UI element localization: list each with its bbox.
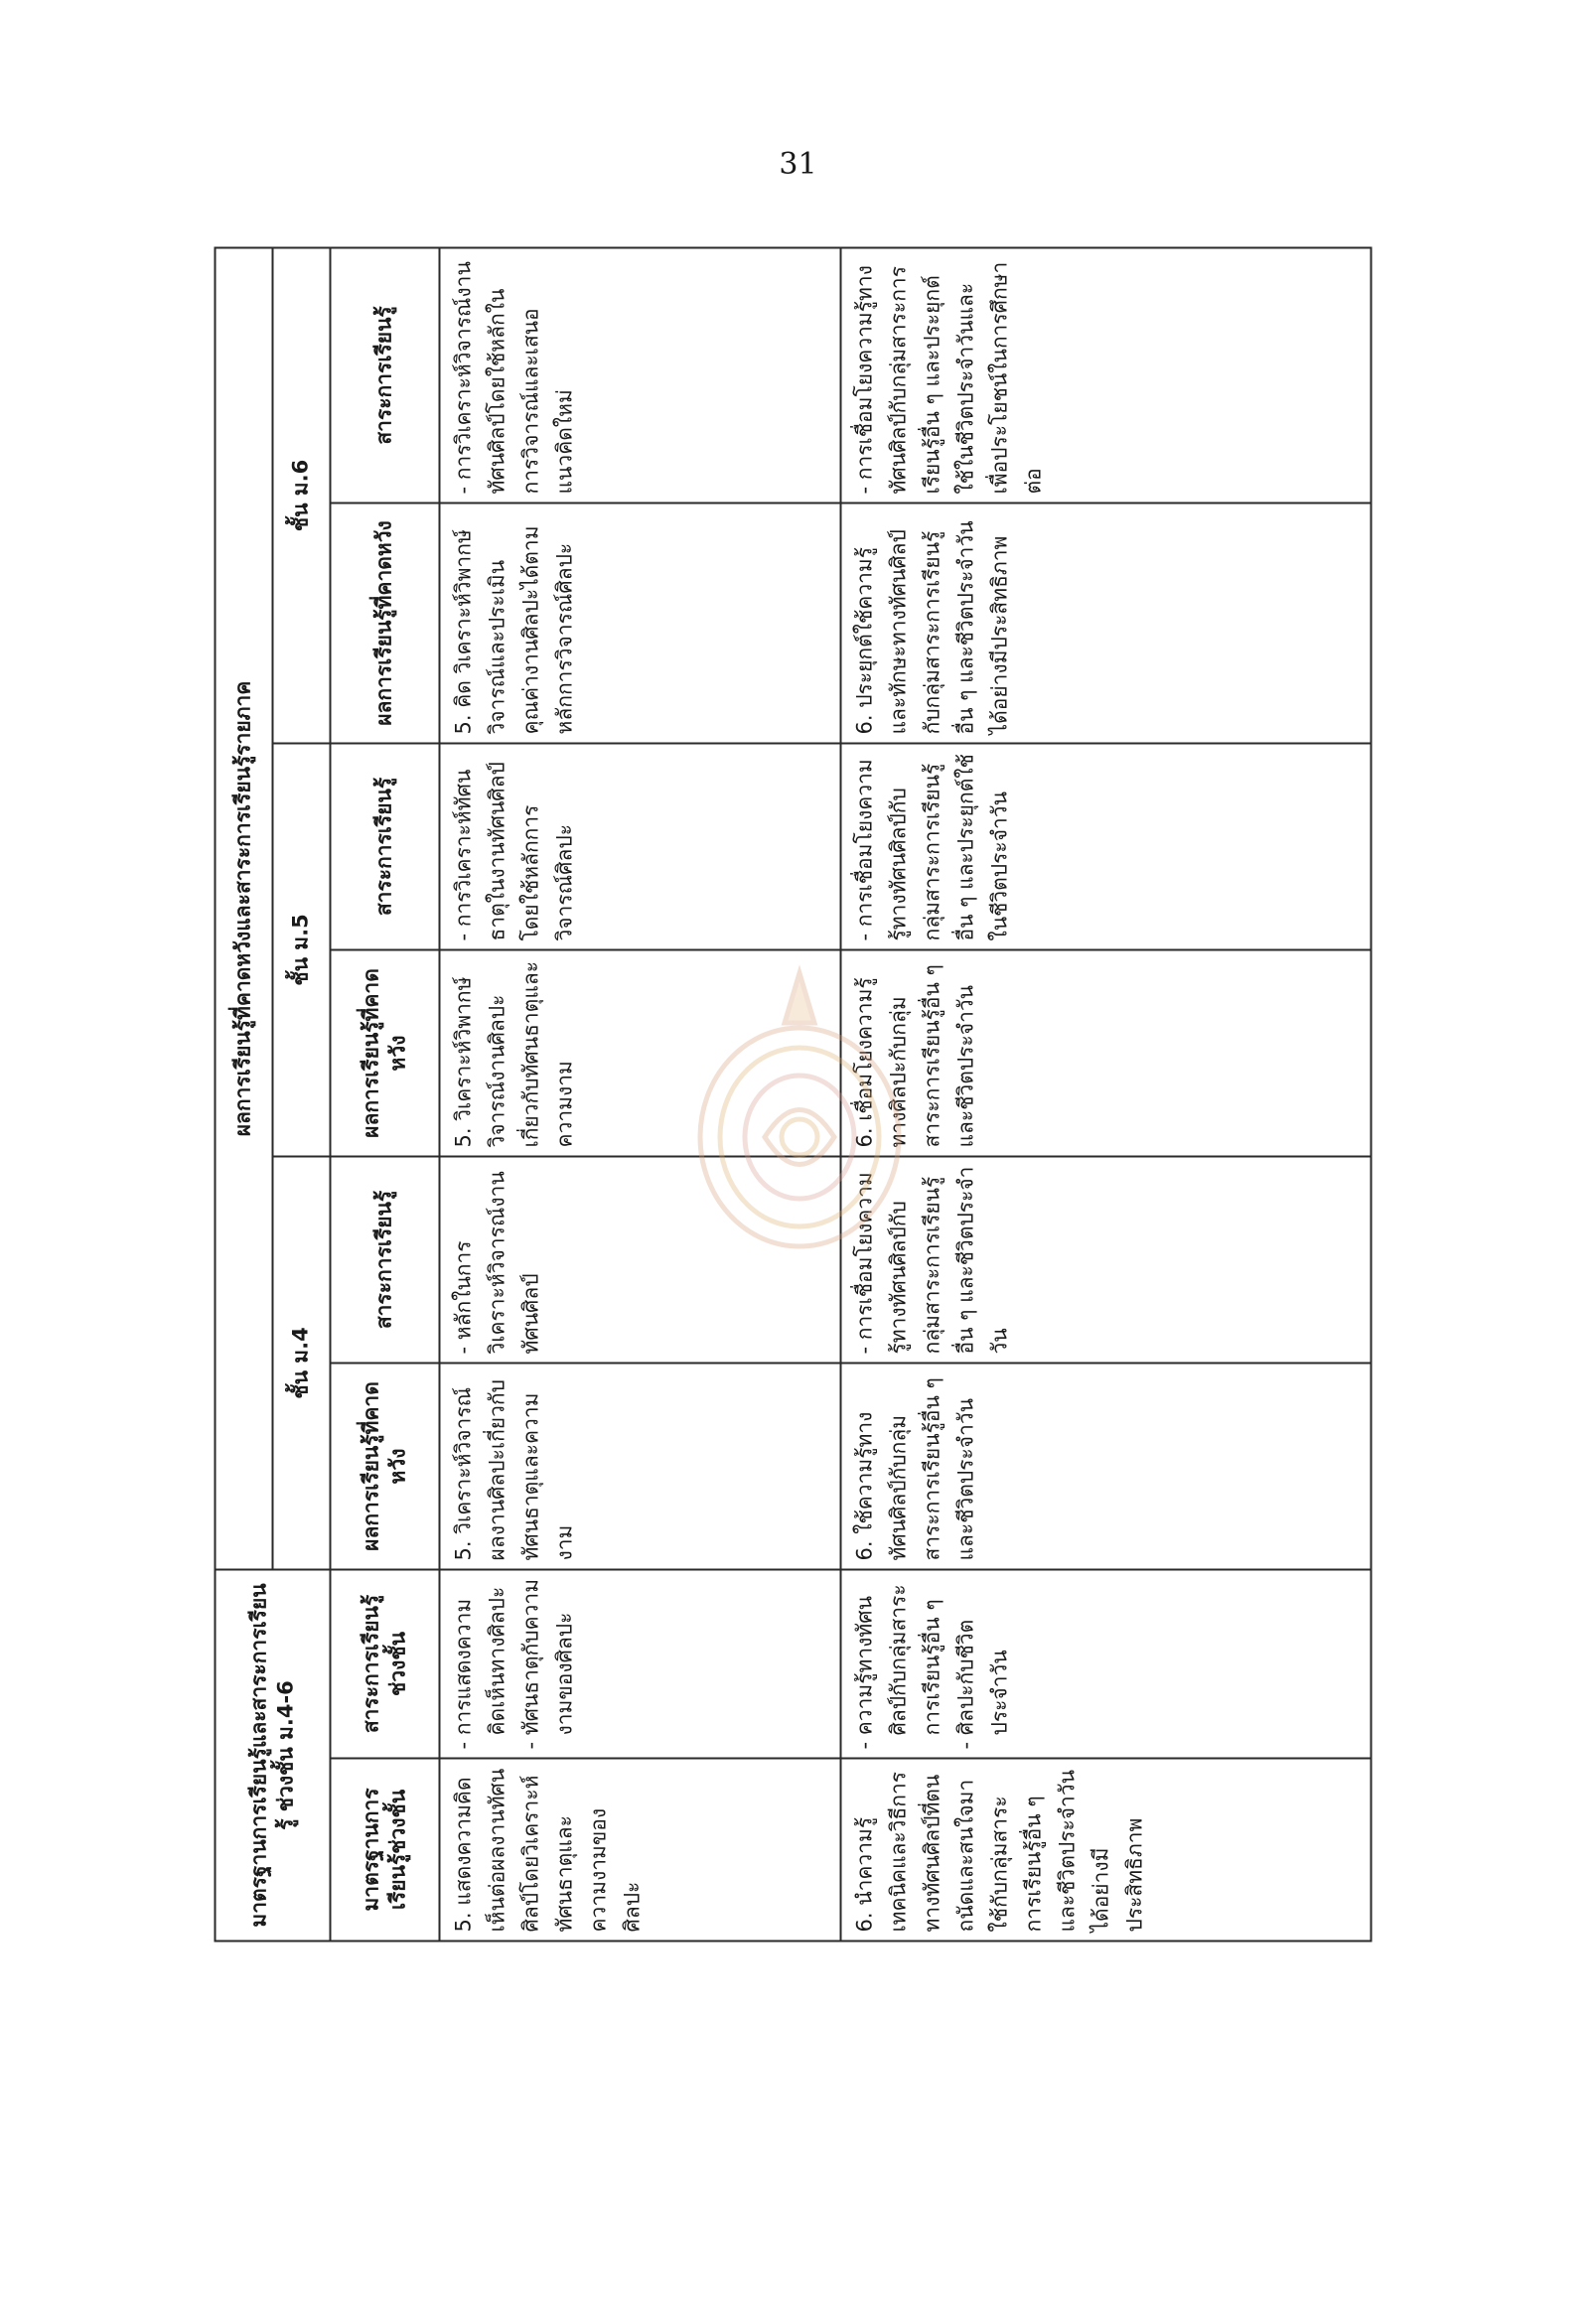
col-header-m5-content: สาระการเรียนรู้ (330, 743, 439, 949)
table-row (840, 247, 1371, 1941)
content-range-item: - ความรู้ทางทัศนศิลป์กับกลุ่มสาระการเรียนรู้อื่น ๆ (852, 1583, 944, 1749)
m4-outcome-cell: 6. ใช้ความรู้ทางทัศนศิลป์กับกลุ่มสาระการเรียนรู้อื่น ๆ และชีวิตประจำวัน (840, 1363, 1371, 1569)
grade-header-m6: ชั้น ม.6 (272, 247, 330, 743)
col-header-content-range: สาระการเรียนรู้ช่วงชั้น (330, 1569, 439, 1758)
curriculum-table (214, 246, 1372, 1942)
col-header-m5-outcome: ผลการเรียนรู้ที่คาดหวัง (330, 949, 439, 1156)
m5-outcome-cell: 5. วิเคราะห์วิพากษ์วิจารณ์งานศิลปะเกี่ยวกับทัศนธาตุและความงาม (439, 949, 840, 1156)
content-range-item: - ศิลปะกับชีวิตประจำวัน (953, 1619, 1012, 1749)
page-number: 31 (779, 147, 817, 182)
content-range-item: - ทัศนธาตุกับความงามของศิลปะ (518, 1578, 577, 1749)
m5-content-cell: - การเชื่อมโยงความรู้ทางทัศนศิลป์กับกลุ่มสาระการเรียนรู้อื่น ๆ และประยุกต์ใช้ในชีวิตประจำวัน (840, 743, 1371, 949)
standard-cell: 6. นำความรู้ เทคนิคและวิธีการทางทัศนศิลป์ที่ตนถนัดและสนใจมาใช้กับกลุ่มสาระการเรียนรู้อื่น ๆ และชีวิตประจำวันได้อย่างมีประสิทธิภาพ (840, 1758, 1371, 1941)
grade-header-m4: ชั้น ม.4 (272, 1156, 330, 1569)
content-range-cell (840, 1569, 1371, 1758)
m5-outcome-cell: 6. เชื่อมโยงความรู้ทางศิลปะกับกลุ่มสาระการเรียนรู้อื่น ๆ และชีวิตประจำวัน (840, 949, 1371, 1156)
m4-content-cell: - หลักในการวิเคราะห์วิจารณ์งานทัศนศิลป์ (439, 1156, 840, 1363)
m6-content-cell: - การวิเคราะห์วิจารณ์งานทัศนศิลป์โดยใช้หลักในการวิจารณ์และเสนอแนวคิดใหม่ (439, 247, 840, 503)
m4-content-cell: - การเชื่อมโยงความรู้ทางทัศนศิลป์กับกลุ่มสาระการเรียนรู้อื่น ๆ และชีวิตประจำวัน (840, 1156, 1371, 1363)
grade-header-m5: ชั้น ม.5 (272, 743, 330, 1156)
m6-outcome-cell: 6. ประยุกต์ใช้ความรู้และทักษะทางทัศนศิลป์กับกลุ่มสาระการเรียนรู้อื่น ๆ และชีวิตประจำวันได้อย่างมีประสิทธิภาพ (840, 503, 1371, 743)
table-row (439, 247, 840, 1941)
m6-content-cell: - การเชื่อมโยงความรู้ทางทัศนศิลป์กับกลุ่มสาระการเรียนรู้อื่น ๆ และประยุกต์ใช้ในชีวิตประจำวันและเพื่อประโยชน์ในการศึกษาต่อ (840, 247, 1371, 503)
m4-outcome-cell: 5. วิเคราะห์วิจารณ์ผลงานศิลปะเกี่ยวกับทัศนธาตุและความงาม (439, 1363, 840, 1569)
standard-cell: 5. แสดงความคิดเห็นต่อผลงานทัศนศิลป์โดยวิเคราะห์ทัศนธาตุและความงามของศิลปะ (439, 1758, 840, 1941)
m5-content-cell: - การวิเคราะห์ทัศนธาตุในงานทัศนศิลป์โดยใช้หลักการวิจารณ์ศิลปะ (439, 743, 840, 949)
content-range-cell (439, 1569, 840, 1758)
left-group-header: มาตรฐานการเรียนรู้และสาระการเรียนรู้ ช่วงชั้น ม.4-6 (215, 1569, 330, 1941)
col-header-m4-outcome: ผลการเรียนรู้ที่คาดหวัง (330, 1363, 439, 1569)
right-group-header: ผลการเรียนรู้ที่คาดหวังและสาระการเรียนรู้รายภาค (215, 247, 272, 1569)
col-header-m6-outcome: ผลการเรียนรู้ที่คาดหวัง (330, 503, 439, 743)
content-range-item: - การแสดงความคิดเห็นทางศิลปะ (451, 1586, 509, 1749)
col-header-m6-content: สาระการเรียนรู้ (330, 247, 439, 503)
col-header-m4-content: สาระการเรียนรู้ (330, 1156, 439, 1363)
col-header-standard: มาตรฐานการเรียนรู้ช่วงชั้น (330, 1758, 439, 1941)
curriculum-table-rotated (214, 248, 1346, 1942)
m6-outcome-cell: 5. คิด วิเคราะห์วิพากษ์วิจารณ์และประเมินคุณค่างานศิลปะได้ตามหลักการวิจารณ์ศิลปะ (439, 503, 840, 743)
